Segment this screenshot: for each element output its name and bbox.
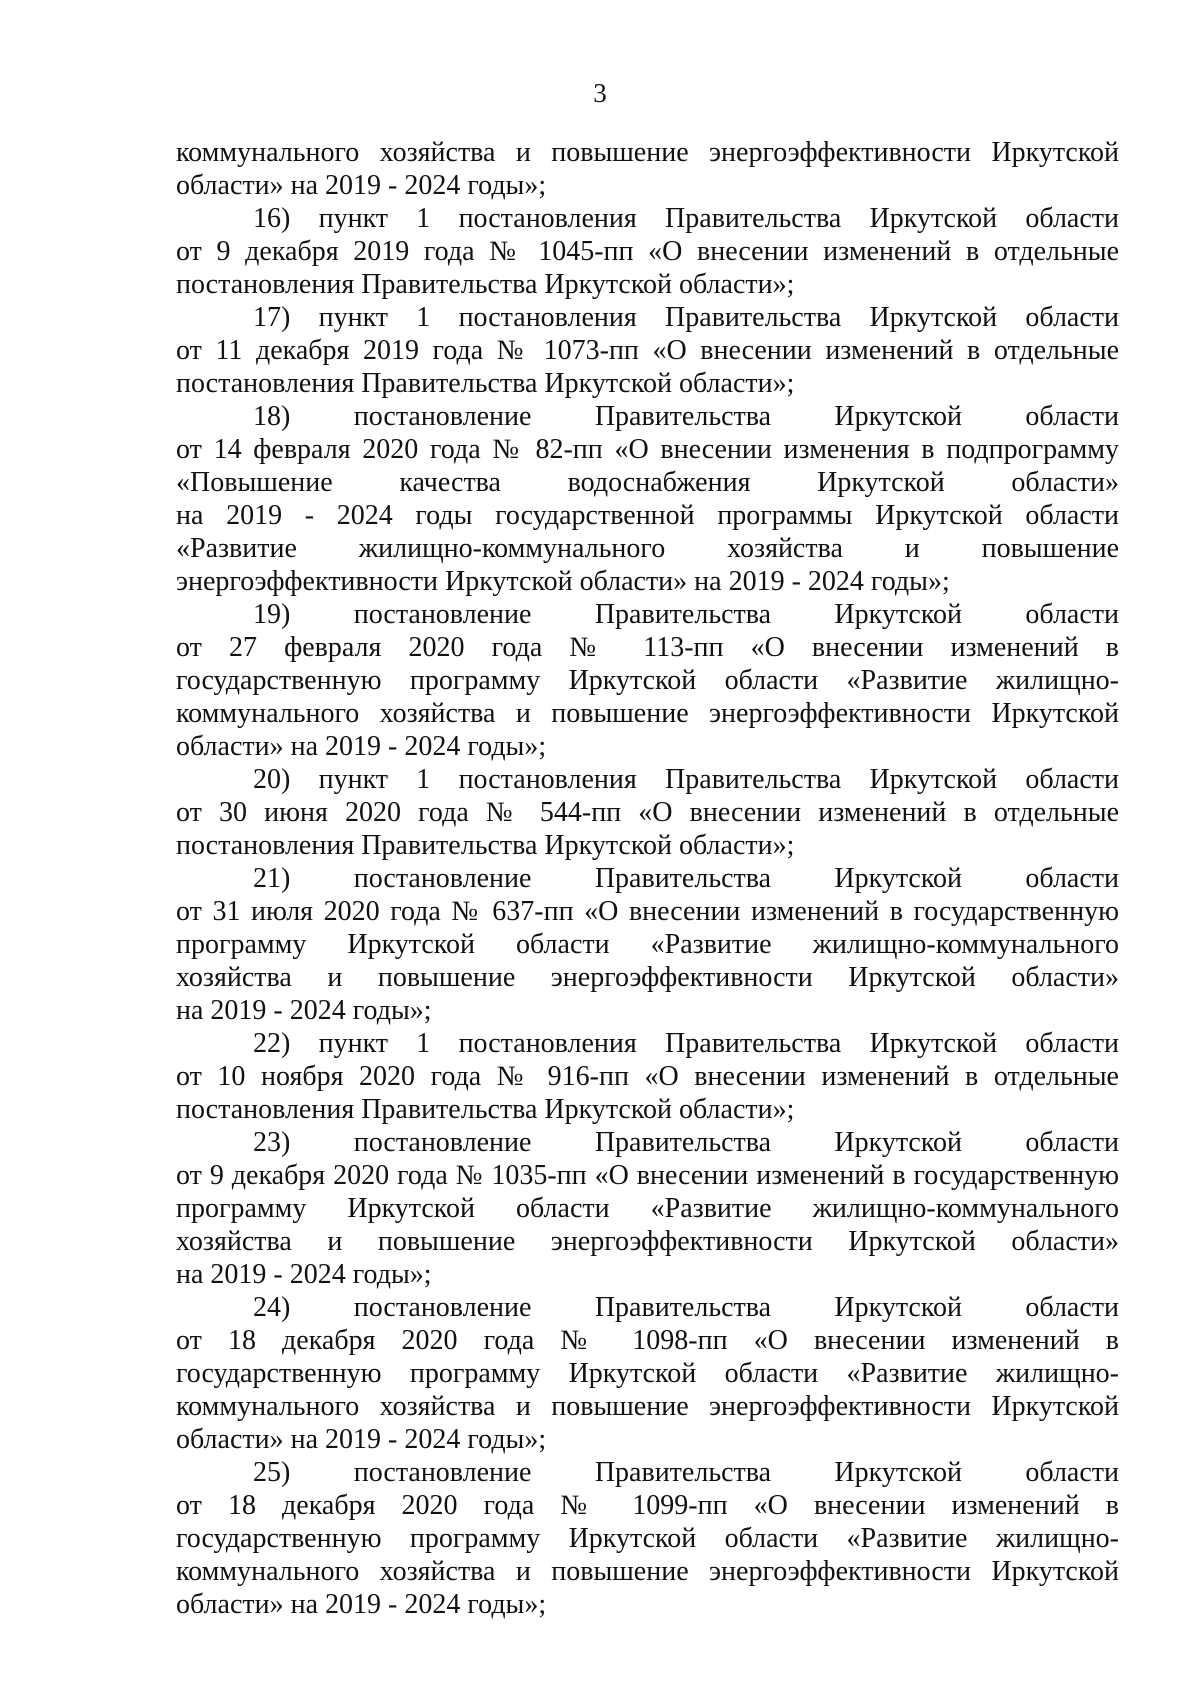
text-line: от 11 декабря 2019 года № 1073-пп «О внесении изменений в отдельные (176, 335, 1119, 366)
text-line: на 2019 - 2024 годы»; (176, 995, 432, 1026)
text-line: государственную программу Иркутской области «Развитие жилищно- (176, 1523, 1119, 1554)
list-item-paragraph (176, 202, 1119, 301)
list-item-paragraph (176, 598, 1119, 763)
text-line: хозяйства и повышение энергоэффективности Иркутской области» (176, 1226, 1119, 1257)
text-line: 23) постановление Правительства Иркутской области (253, 1127, 1119, 1158)
document-body (176, 136, 1119, 1621)
text-line: постановления Правительства Иркутской области»; (176, 269, 795, 300)
list-item-paragraph (176, 1291, 1119, 1456)
text-line: от 14 февраля 2020 года № 82-пп «О внесении изменения в подпрограмму (176, 434, 1119, 465)
list-item-paragraph (176, 1456, 1119, 1621)
text-line: от 10 ноября 2020 года № 916-пп «О внесении изменений в отдельные (176, 1061, 1119, 1092)
text-line: программу Иркутской области «Развитие жилищно-коммунального (176, 1193, 1119, 1224)
text-line: коммунального хозяйства и повышение энергоэффективности Иркутской (176, 1391, 1119, 1422)
list-item-paragraph (176, 763, 1119, 862)
text-line: на 2019 - 2024 годы»; (176, 1259, 432, 1290)
text-line: 18) постановление Правительства Иркутской области (253, 401, 1119, 432)
text-line: коммунального хозяйства и повышение энергоэффективности Иркутской (176, 137, 1119, 168)
text-line: коммунального хозяйства и повышение энергоэффективности Иркутской (176, 698, 1119, 729)
text-line: на 2019 - 2024 годы государственной программы Иркутской области (176, 500, 1119, 531)
text-line: от 18 декабря 2020 года № 1098-пп «О внесении изменений в (176, 1325, 1119, 1356)
text-line: 22) пункт 1 постановления Правительства Иркутской области (253, 1028, 1119, 1059)
text-line: области» на 2019 - 2024 годы»; (176, 170, 547, 201)
text-line: 17) пункт 1 постановления Правительства Иркутской области (253, 302, 1119, 333)
paragraph-continuation (176, 136, 1119, 202)
text-line: постановления Правительства Иркутской области»; (176, 368, 795, 399)
text-line: 25) постановление Правительства Иркутской области (253, 1457, 1119, 1488)
text-line: постановления Правительства Иркутской области»; (176, 830, 795, 861)
text-line: «Повышение качества водоснабжения Иркутской области» (176, 467, 1119, 498)
text-line: от 18 декабря 2020 года № 1099-пп «О внесении изменений в (176, 1490, 1119, 1521)
text-line: программу Иркутской области «Развитие жилищно-коммунального (176, 929, 1119, 960)
text-line: энергоэффективности Иркутской области» на 2019 - 2024 годы»; (176, 566, 950, 597)
list-item-paragraph (176, 301, 1119, 400)
text-line: 24) постановление Правительства Иркутской области (253, 1292, 1119, 1323)
text-line: коммунального хозяйства и повышение энергоэффективности Иркутской (176, 1556, 1119, 1587)
text-line: государственную программу Иркутской области «Развитие жилищно- (176, 1358, 1119, 1389)
text-line: от 31 июля 2020 года № 637-пп «О внесении изменений в государственную (176, 896, 1119, 927)
list-item-paragraph (176, 862, 1119, 1027)
text-line: 16) пункт 1 постановления Правительства Иркутской области (253, 203, 1119, 234)
text-line: постановления Правительства Иркутской области»; (176, 1094, 795, 1125)
text-line: 20) пункт 1 постановления Правительства Иркутской области (253, 764, 1119, 795)
text-line: от 27 февраля 2020 года № 113-пп «О внесении изменений в (176, 632, 1119, 663)
text-line: от 30 июня 2020 года № 544-пп «О внесении изменений в отдельные (176, 797, 1119, 828)
text-line: области» на 2019 - 2024 годы»; (176, 731, 547, 762)
page-number: 3 (593, 78, 607, 108)
list-item-paragraph (176, 400, 1119, 598)
list-item-paragraph (176, 1126, 1119, 1291)
text-line: от 9 декабря 2019 года № 1045-пп «О внесении изменений в отдельные (176, 236, 1119, 267)
text-line: области» на 2019 - 2024 годы»; (176, 1424, 547, 1455)
text-line: хозяйства и повышение энергоэффективности Иркутской области» (176, 962, 1119, 993)
text-line: 19) постановление Правительства Иркутской области (253, 599, 1119, 630)
text-line: области» на 2019 - 2024 годы»; (176, 1589, 547, 1620)
list-item-paragraph (176, 1027, 1119, 1126)
text-line: государственную программу Иркутской области «Развитие жилищно- (176, 665, 1119, 696)
text-line: 21) постановление Правительства Иркутской области (253, 863, 1119, 894)
text-line: «Развитие жилищно-коммунального хозяйства и повышение (176, 533, 1119, 564)
text-line: от 9 декабря 2020 года № 1035-пп «О внесении изменений в государственную (176, 1160, 1119, 1191)
